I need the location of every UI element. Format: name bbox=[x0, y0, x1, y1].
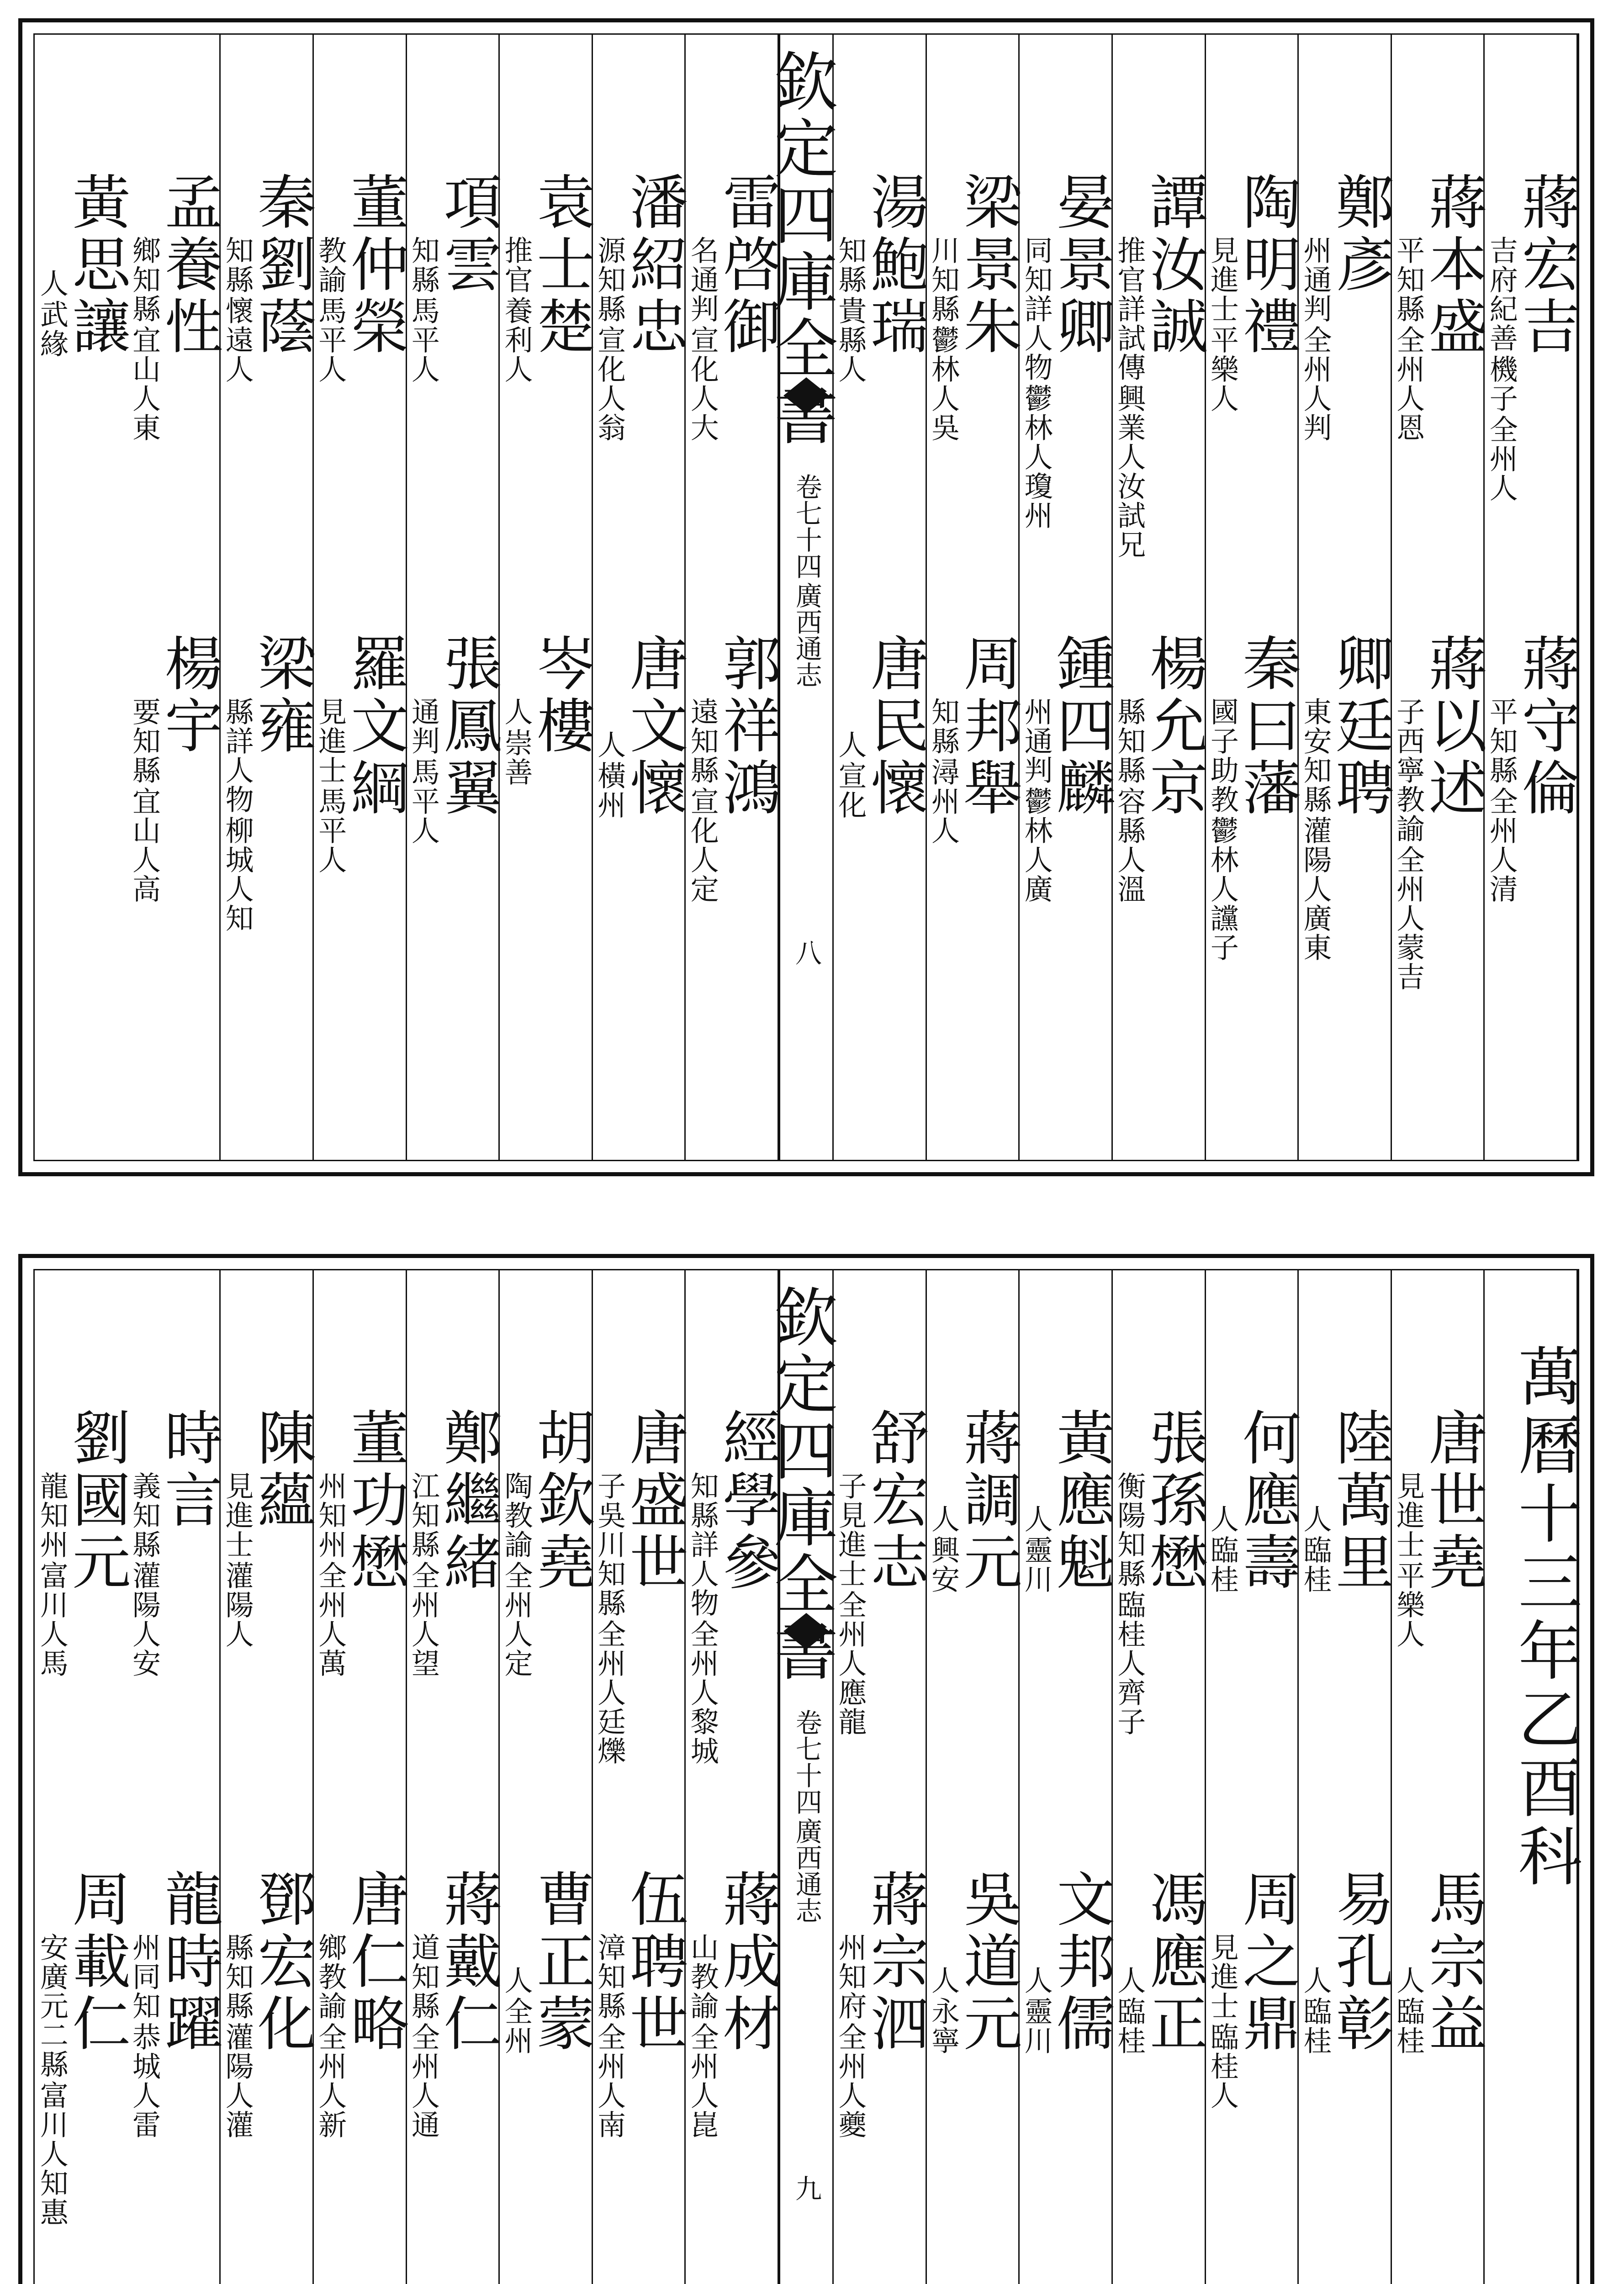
note-line: 臨桂人齊子 bbox=[1112, 1590, 1146, 1736]
graduate-name: 譚汝誠 bbox=[1139, 172, 1208, 358]
note-line: 灌陽人 bbox=[221, 1561, 254, 1649]
text-column bbox=[221, 1270, 314, 2284]
volume-label-line: 廣西通志 bbox=[791, 582, 822, 688]
note-line: 全州人 bbox=[1485, 415, 1518, 502]
graduate-name: 秦劉蔭 bbox=[248, 172, 316, 358]
note-line: 道知縣 bbox=[407, 1933, 440, 2020]
graduate-name: 張孫懋 bbox=[1139, 1407, 1208, 1594]
graduate-entry bbox=[1020, 1869, 1115, 2055]
graduate-name: 曹正蒙 bbox=[526, 1869, 595, 2055]
graduate-name: 劉國元 bbox=[62, 1407, 131, 1594]
graduate-entry bbox=[221, 1407, 316, 1649]
fish-tail-mark-icon bbox=[783, 1631, 829, 1650]
note-line: 全州人萬 bbox=[313, 1561, 347, 1678]
note-line: 平知縣 bbox=[1485, 697, 1518, 785]
graduate-name: 蔣調元 bbox=[953, 1407, 1022, 1594]
graduate-name: 蔣守倫 bbox=[1512, 633, 1580, 819]
note-line: 鬱林人吳 bbox=[926, 325, 960, 442]
text-column bbox=[500, 35, 593, 1160]
graduate-entry bbox=[127, 1869, 223, 2139]
note-line: 人 bbox=[1020, 1504, 1053, 1533]
graduate-entry bbox=[127, 1407, 223, 1678]
graduate-entry bbox=[221, 172, 316, 384]
graduate-name: 張鳳翼 bbox=[434, 633, 502, 819]
note-line: 臨桂 bbox=[1112, 1997, 1146, 2055]
text-column bbox=[221, 35, 314, 1160]
note-line: 東安知縣 bbox=[1298, 697, 1332, 814]
note-line: 人 bbox=[35, 269, 69, 298]
graduate-name: 晏景卿 bbox=[1047, 172, 1115, 358]
note-line: 人 bbox=[1020, 1966, 1053, 1995]
note-line: 遠知縣 bbox=[686, 697, 719, 785]
volume-label bbox=[792, 473, 821, 688]
note-line: 臨桂 bbox=[1298, 1535, 1332, 1594]
graduate-name: 湯鮑瑞 bbox=[860, 172, 929, 358]
note-line: 人 bbox=[1391, 1966, 1425, 1995]
text-column bbox=[927, 35, 1020, 1160]
folio-number: 八 bbox=[791, 939, 822, 966]
note-line: 人 bbox=[926, 1504, 960, 1533]
graduate-entry bbox=[926, 1407, 1022, 1594]
graduate-name: 潘紹忠 bbox=[619, 172, 688, 358]
text-column bbox=[407, 35, 500, 1160]
graduate-name: 唐世堯 bbox=[1418, 1407, 1487, 1594]
graduate-entry bbox=[1391, 1407, 1487, 1649]
note-line: 灌陽人灌 bbox=[221, 2022, 254, 2139]
note-line: 鬱林人廣 bbox=[1020, 787, 1053, 904]
note-line: 同知詳人物 bbox=[1020, 236, 1053, 382]
graduate-entry bbox=[499, 1407, 595, 1678]
graduate-name: 楊允京 bbox=[1139, 633, 1208, 819]
graduate-entry bbox=[1485, 633, 1580, 904]
graduate-entry bbox=[833, 1869, 929, 2139]
volume-label-line: 廣西通志 bbox=[791, 1818, 822, 1924]
note-line: 鬱林人瓊州 bbox=[1020, 384, 1053, 530]
note-line: 全州人蒙吉 bbox=[1391, 845, 1425, 991]
note-line: 知縣 bbox=[407, 236, 440, 294]
graduate-name: 唐文懷 bbox=[619, 633, 688, 819]
graduate-entry bbox=[407, 1407, 502, 1678]
graduate-name: 陳蘊 bbox=[248, 1407, 316, 1532]
text-column bbox=[1392, 1270, 1485, 2284]
note-line: 縣詳人物 bbox=[221, 697, 254, 814]
note-line: 人 bbox=[592, 730, 626, 759]
text-column bbox=[686, 1270, 779, 2284]
note-line: 鬱林人讜子 bbox=[1206, 816, 1239, 962]
note-line: 全州人崑 bbox=[686, 2022, 719, 2139]
note-line: 全州人應龍 bbox=[833, 1590, 867, 1736]
note-line: 灌陽人廣東 bbox=[1298, 816, 1332, 962]
note-line: 全州人恩 bbox=[1391, 325, 1425, 442]
graduate-entry bbox=[407, 1869, 502, 2139]
note-line: 吉府紀善 bbox=[1485, 236, 1518, 353]
note-line: 人 bbox=[499, 697, 533, 726]
graduate-name: 項雲 bbox=[434, 172, 502, 296]
note-line: 教諭 bbox=[313, 236, 347, 294]
note-line: 貴縣人 bbox=[833, 296, 867, 384]
graduate-name: 羅文綱 bbox=[340, 633, 409, 819]
note-line: 懷遠人 bbox=[221, 296, 254, 384]
note-line: 容縣人溫 bbox=[1112, 787, 1146, 904]
note-line: 宜山人高 bbox=[127, 787, 161, 904]
graduate-name: 蔣以述 bbox=[1418, 633, 1487, 819]
note-line: 見進士 bbox=[221, 1471, 254, 1559]
text-column bbox=[834, 1270, 927, 2284]
text-column bbox=[1020, 1270, 1113, 2284]
note-line: 知縣詳人物 bbox=[686, 1471, 719, 1618]
graduate-name: 伍聘世 bbox=[619, 1869, 688, 2055]
note-line: 宣化人大 bbox=[686, 325, 719, 442]
text-column bbox=[1020, 35, 1113, 1160]
note-line: 推官 bbox=[499, 236, 533, 294]
graduate-name: 岑樓 bbox=[526, 633, 595, 757]
graduate-entry bbox=[1112, 1407, 1208, 1736]
graduate-entry bbox=[127, 633, 223, 904]
note-line: 見進士 bbox=[1391, 1471, 1425, 1559]
note-line: 山教諭 bbox=[686, 1933, 719, 2020]
text-column bbox=[1206, 1270, 1299, 2284]
graduate-entry bbox=[1298, 1407, 1394, 1594]
text-column bbox=[1113, 35, 1206, 1160]
book-title: 欽定四庫全書 bbox=[763, 1284, 838, 1684]
text-column bbox=[1485, 35, 1578, 1160]
note-line: 子吳川知縣 bbox=[592, 1471, 626, 1618]
graduate-entry bbox=[1298, 1869, 1394, 2055]
text-column bbox=[1392, 35, 1485, 1160]
note-line: 鄉知縣 bbox=[127, 236, 161, 323]
bottom-page bbox=[18, 1254, 1594, 2284]
note-line: 興業人汝試兄 bbox=[1112, 384, 1146, 559]
note-line: 州同知 bbox=[127, 1933, 161, 2020]
note-line: 見進士 bbox=[1206, 1933, 1239, 2020]
graduate-name: 時言 bbox=[154, 1407, 223, 1532]
graduate-entry bbox=[313, 172, 409, 384]
graduate-name: 周邦舉 bbox=[953, 633, 1022, 819]
note-line: 漳知縣 bbox=[592, 1933, 626, 2020]
graduate-entry bbox=[499, 633, 595, 787]
note-line: 衡陽知縣 bbox=[1112, 1471, 1146, 1588]
graduate-entry bbox=[35, 1869, 131, 2227]
graduate-entry bbox=[407, 172, 502, 384]
fish-tail-mark-icon bbox=[783, 396, 829, 414]
note-line: 州通判 bbox=[1020, 697, 1053, 785]
note-line: 名通判 bbox=[686, 236, 719, 323]
graduate-name: 梁景朱 bbox=[953, 172, 1022, 358]
graduate-entry bbox=[1391, 172, 1487, 442]
note-line: 陶教諭 bbox=[499, 1471, 533, 1559]
note-line: 全州 bbox=[499, 1997, 533, 2055]
note-line: 安廣元二縣 bbox=[35, 1933, 69, 2079]
graduate-name: 舒宏志 bbox=[860, 1407, 929, 1594]
graduate-name: 卿廷聘 bbox=[1325, 633, 1394, 819]
graduate-name: 鄭繼緒 bbox=[434, 1407, 502, 1594]
graduate-entry bbox=[1391, 1869, 1487, 2055]
graduate-name: 龍時躍 bbox=[154, 1869, 223, 2055]
note-line: 馬平人 bbox=[407, 296, 440, 384]
note-line: 推官詳試傳 bbox=[1112, 236, 1146, 382]
text-column bbox=[593, 1270, 686, 2284]
note-line: 全州人南 bbox=[592, 2022, 626, 2139]
graduate-entry bbox=[686, 633, 781, 904]
note-line: 臨桂 bbox=[1206, 1535, 1239, 1594]
graduate-entry bbox=[1391, 633, 1487, 991]
note-line: 平樂人 bbox=[1391, 1561, 1425, 1649]
graduate-name: 何應壽 bbox=[1233, 1407, 1301, 1594]
graduate-entry bbox=[592, 633, 688, 819]
text-column bbox=[407, 1270, 500, 2284]
note-line: 全州人新 bbox=[313, 2022, 347, 2139]
graduate-name: 文邦儒 bbox=[1047, 1869, 1115, 2055]
exam-year-heading: 萬曆十三年乙酉科 bbox=[1508, 1343, 1582, 1892]
note-line: 全州人廷爍 bbox=[592, 1619, 626, 1766]
note-line: 宣化 bbox=[833, 761, 867, 819]
folio-number: 九 bbox=[791, 2175, 822, 2201]
note-line: 灌陽人安 bbox=[127, 1561, 161, 1678]
top-page-frame bbox=[33, 33, 1579, 1161]
note-line: 宣化人定 bbox=[686, 787, 719, 904]
fish-tail-mark-icon bbox=[783, 1613, 829, 1631]
note-line: 橫州 bbox=[592, 761, 626, 819]
center-margin bbox=[763, 1270, 838, 2284]
graduate-name: 唐民懷 bbox=[860, 633, 929, 819]
note-line: 全州人夔 bbox=[833, 2022, 867, 2139]
text-column bbox=[35, 35, 131, 1160]
note-line: 靈川 bbox=[1020, 1997, 1053, 2055]
note-line: 全州人判 bbox=[1298, 325, 1332, 442]
volume-label-line: 卷七十四 bbox=[791, 473, 822, 579]
note-line: 人 bbox=[1112, 1966, 1146, 1995]
text-column bbox=[314, 35, 407, 1160]
note-line: 縣知縣 bbox=[1112, 697, 1146, 785]
graduate-entry bbox=[926, 172, 1022, 442]
graduate-entry bbox=[1112, 633, 1208, 904]
note-line: 機子 bbox=[1485, 354, 1518, 413]
note-line: 恭城人雷 bbox=[127, 2022, 161, 2139]
graduate-entry bbox=[221, 633, 316, 933]
note-line: 國子助教 bbox=[1206, 697, 1239, 814]
graduate-entry bbox=[35, 172, 131, 358]
note-line: 養利人 bbox=[499, 296, 533, 384]
note-line: 子西寧教諭 bbox=[1391, 697, 1425, 843]
note-line: 靈川 bbox=[1020, 1535, 1053, 1594]
graduate-name: 黃思讓 bbox=[62, 172, 131, 358]
text-column bbox=[927, 1270, 1020, 2284]
note-line: 人 bbox=[499, 1966, 533, 1995]
text-column bbox=[1113, 1270, 1206, 2284]
note-line: 知縣 bbox=[221, 236, 254, 294]
note-line: 宜山人東 bbox=[127, 325, 161, 442]
note-line: 要知縣 bbox=[127, 697, 161, 785]
graduate-name: 唐盛世 bbox=[619, 1407, 688, 1594]
top-page bbox=[18, 18, 1594, 1176]
note-line: 馬平人 bbox=[313, 787, 347, 874]
text-column bbox=[128, 35, 221, 1160]
note-line: 臨桂 bbox=[1391, 1997, 1425, 2055]
note-line: 知縣 bbox=[833, 236, 867, 294]
graduate-name: 郭祥鴻 bbox=[713, 633, 781, 819]
note-line: 興安 bbox=[926, 1535, 960, 1594]
graduate-entry bbox=[1020, 172, 1115, 530]
text-column bbox=[35, 1270, 131, 2284]
graduate-entry bbox=[833, 1407, 929, 1736]
note-line: 全州人定 bbox=[499, 1561, 533, 1678]
graduate-entry bbox=[926, 1869, 1022, 2055]
heading-column bbox=[1485, 1270, 1582, 2284]
text-column bbox=[686, 35, 779, 1160]
graduate-entry bbox=[1206, 1869, 1301, 2110]
note-line: 通判 bbox=[407, 697, 440, 756]
graduate-entry bbox=[833, 633, 929, 819]
note-line: 人 bbox=[1298, 1966, 1332, 1995]
graduate-entry bbox=[407, 633, 502, 845]
graduate-entry bbox=[1206, 633, 1301, 962]
graduate-entry bbox=[499, 1869, 595, 2055]
note-line: 州知州 bbox=[313, 1471, 347, 1559]
graduate-entry bbox=[1298, 172, 1394, 442]
graduate-name: 雷啓御 bbox=[713, 172, 781, 358]
graduate-name: 吳道元 bbox=[953, 1869, 1022, 2055]
note-line: 全州人清 bbox=[1485, 787, 1518, 904]
graduate-name: 鍾四麟 bbox=[1047, 633, 1115, 819]
note-line: 龍知州 bbox=[35, 1471, 69, 1559]
note-line: 全州人黎城 bbox=[686, 1619, 719, 1766]
graduate-name: 胡欽堯 bbox=[526, 1407, 595, 1594]
graduate-name: 易孔彰 bbox=[1325, 1869, 1394, 2055]
graduate-name: 鄭彥 bbox=[1325, 172, 1394, 296]
graduate-entry bbox=[499, 172, 595, 384]
text-column bbox=[314, 1270, 407, 2284]
note-line: 宣化人翁 bbox=[592, 325, 626, 442]
graduate-name: 馮應正 bbox=[1139, 1869, 1208, 2055]
text-column bbox=[1299, 35, 1392, 1160]
graduate-name: 周載仁 bbox=[62, 1869, 131, 2055]
volume-label bbox=[792, 1709, 821, 1924]
book-title: 欽定四庫全書 bbox=[763, 48, 838, 449]
graduate-entry bbox=[1112, 1869, 1208, 2055]
graduate-entry bbox=[833, 172, 929, 384]
note-line: 全州人望 bbox=[407, 1561, 440, 1678]
graduate-name: 唐仁略 bbox=[340, 1869, 409, 2055]
note-line: 馬平人 bbox=[313, 296, 347, 384]
graduate-name: 袁士楚 bbox=[526, 172, 595, 358]
note-line: 川知縣 bbox=[926, 236, 960, 323]
note-line: 見進士 bbox=[1206, 236, 1239, 323]
note-line: 知縣 bbox=[926, 697, 960, 756]
text-column bbox=[500, 1270, 593, 2284]
note-line: 人 bbox=[1206, 1504, 1239, 1533]
note-line: 人 bbox=[1298, 1504, 1332, 1533]
note-line: 潯州人 bbox=[926, 757, 960, 845]
note-line: 富川人馬 bbox=[35, 1561, 69, 1678]
graduate-name: 孟養性 bbox=[154, 172, 223, 358]
note-line: 柳城人知 bbox=[221, 816, 254, 933]
note-line: 馬平人 bbox=[407, 757, 440, 845]
note-line: 平樂人 bbox=[1206, 325, 1239, 413]
center-margin bbox=[763, 35, 838, 1160]
note-line: 江知縣 bbox=[407, 1471, 440, 1559]
graduate-entry bbox=[592, 172, 688, 442]
note-line: 縣知縣 bbox=[221, 1933, 254, 2020]
graduate-name: 黃應魁 bbox=[1047, 1407, 1115, 1594]
graduate-name: 馬宗益 bbox=[1418, 1869, 1487, 2055]
note-line: 源知縣 bbox=[592, 236, 626, 323]
graduate-name: 蔣成材 bbox=[713, 1869, 781, 2055]
note-line: 崇善 bbox=[499, 728, 533, 787]
graduate-name: 陶明禮 bbox=[1233, 172, 1301, 358]
graduate-entry bbox=[686, 1869, 781, 2139]
graduate-name: 蔣戴仁 bbox=[434, 1869, 502, 2055]
note-line: 臨桂 bbox=[1298, 1997, 1332, 2055]
graduate-name: 蔣宗泗 bbox=[860, 1869, 929, 2055]
text-column bbox=[1206, 35, 1299, 1160]
graduate-entry bbox=[313, 633, 409, 874]
graduate-entry bbox=[1206, 172, 1301, 413]
graduate-name: 楊宇 bbox=[154, 633, 223, 757]
graduate-name: 蔣本盛 bbox=[1418, 172, 1487, 358]
note-line: 臨桂人 bbox=[1206, 2022, 1239, 2110]
graduate-name: 梁雍 bbox=[248, 633, 316, 757]
graduate-entry bbox=[35, 1407, 131, 1678]
text-column bbox=[1299, 1270, 1392, 2284]
text-column bbox=[593, 35, 686, 1160]
graduate-name: 秦曰藩 bbox=[1233, 633, 1301, 819]
graduate-entry bbox=[926, 633, 1022, 845]
graduate-entry bbox=[592, 1869, 688, 2139]
graduate-name: 董功懋 bbox=[340, 1407, 409, 1594]
note-line: 富川人知惠 bbox=[35, 2081, 69, 2227]
graduate-name: 陸萬里 bbox=[1325, 1407, 1394, 1594]
text-column bbox=[128, 1270, 221, 2284]
graduate-entry bbox=[221, 1869, 316, 2139]
note-line: 鄉教諭 bbox=[313, 1933, 347, 2020]
note-line: 武緣 bbox=[35, 300, 69, 358]
note-line: 人 bbox=[833, 730, 867, 759]
bottom-page-frame bbox=[33, 1269, 1582, 2284]
graduate-name: 鄧宏化 bbox=[248, 1869, 316, 2055]
note-line: 義知縣 bbox=[127, 1471, 161, 1559]
graduate-entry bbox=[127, 172, 223, 442]
graduate-entry bbox=[1206, 1407, 1301, 1594]
graduate-entry bbox=[686, 1407, 781, 1766]
graduate-entry bbox=[313, 1407, 409, 1678]
note-line: 永寧 bbox=[926, 1997, 960, 2055]
graduate-entry bbox=[1298, 633, 1394, 962]
graduate-entry bbox=[686, 172, 781, 442]
fish-tail-mark-icon bbox=[783, 377, 829, 396]
note-line: 人 bbox=[926, 1966, 960, 1995]
graduate-entry bbox=[1020, 633, 1115, 904]
graduate-name: 周之鼎 bbox=[1233, 1869, 1301, 2055]
graduate-name: 蔣宏吉 bbox=[1512, 172, 1580, 358]
graduate-name: 經學參 bbox=[713, 1407, 781, 1594]
graduate-entry bbox=[1020, 1407, 1115, 1594]
note-line: 平知縣 bbox=[1391, 236, 1425, 323]
note-line: 州通判 bbox=[1298, 236, 1332, 323]
graduate-name: 董仲榮 bbox=[340, 172, 409, 358]
graduate-entry bbox=[592, 1407, 688, 1766]
note-line: 見進士 bbox=[313, 697, 347, 785]
note-line: 子見進士 bbox=[833, 1471, 867, 1588]
note-line: 全州人通 bbox=[407, 2022, 440, 2139]
graduate-entry bbox=[1112, 172, 1208, 559]
graduate-entry bbox=[1485, 172, 1580, 502]
note-line: 州知府 bbox=[833, 1933, 867, 2020]
text-column bbox=[834, 35, 927, 1160]
volume-label-line: 卷七十四 bbox=[791, 1709, 822, 1815]
graduate-entry bbox=[313, 1869, 409, 2139]
